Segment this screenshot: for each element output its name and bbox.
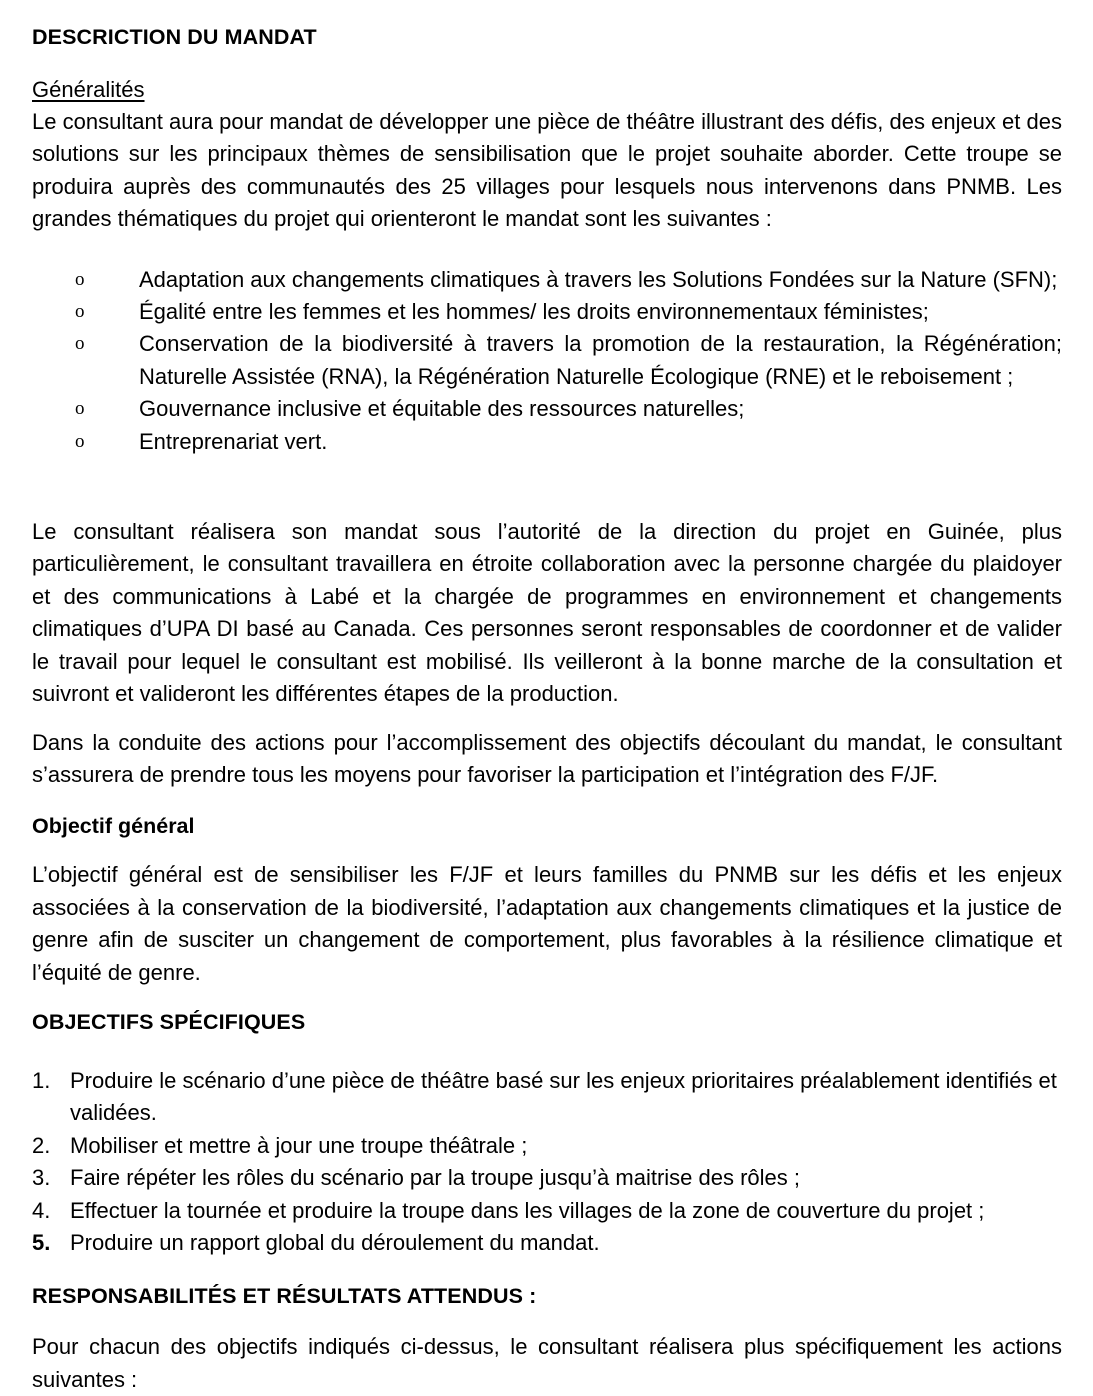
list-item-number: 1. xyxy=(32,1067,51,1093)
list-item-text: Faire répéter les rôles du scénario par la troupe jusqu’à maitrise des rôles ; xyxy=(70,1165,801,1191)
bullet-marker-icon: o xyxy=(75,268,85,290)
list-item xyxy=(32,328,1062,393)
list-item-text: Égalité entre les femmes et les hommes/ les droits environnementaux féministes; xyxy=(139,299,929,325)
subheading-generalites-wrapper xyxy=(32,74,1062,106)
list-item-text: Entreprenariat vert. xyxy=(139,428,328,454)
list-item-number: 4. xyxy=(32,1197,51,1223)
list-item xyxy=(32,1162,1062,1194)
spacer xyxy=(32,236,1062,264)
paragraph-objectif-general: L’objectif général est de sensibiliser les F/JF et leurs familles du PNMB sur les défis et les enjeux associées à la conservation de la biodiversité, l’adaptation aux changements climatiques et la justice de genre afin de susciter un changement de comportement, plus favorables à la résilience climatique et l’équité de genre. xyxy=(32,862,1062,985)
list-item-text: Produire un rapport global du déroulement du mandat. xyxy=(70,1229,600,1255)
list-item-number: 5. xyxy=(32,1229,51,1255)
bullet-marker-icon: o xyxy=(75,398,85,420)
spacer xyxy=(32,711,1062,727)
list-item-text: Adaptation aux changements climatiques à travers les Solutions Fondées sur la Nature (SFN); xyxy=(139,266,1058,292)
subheading-objectif-general: Objectif général xyxy=(32,814,195,839)
list-item-number: 3. xyxy=(32,1165,51,1191)
subheading-generalites: Généralités xyxy=(32,77,145,102)
bullet-marker-icon: o xyxy=(75,430,85,452)
spacer xyxy=(32,52,1062,74)
spacer xyxy=(32,1037,1062,1065)
spacer xyxy=(32,458,1062,516)
spacer xyxy=(32,1311,1062,1331)
list-item-number: 2. xyxy=(32,1132,51,1158)
list-item xyxy=(32,1227,1062,1259)
objectifs-specifiques-numbered-list xyxy=(32,1065,1062,1259)
list-item xyxy=(32,1130,1062,1162)
spacer xyxy=(32,791,1062,811)
thematiques-bullet-list xyxy=(32,264,1062,458)
list-item xyxy=(32,426,1062,458)
spacer xyxy=(32,1259,1062,1281)
paragraph-responsabilites-intro: Pour chacun des objectifs indiqués ci-dessus, le consultant réalisera plus spécifiquement les actions suivantes : xyxy=(32,1334,1062,1392)
list-item-text: Conservation de la biodiversité à travers la promotion de la restauration, la Régénération; Naturelle Assistée (RNA), la Régénération Naturelle Écologique (RNE) et le reboisement ; xyxy=(139,331,1062,389)
bullet-marker-icon: o xyxy=(75,333,85,355)
section-title-description-mandat: DESCRICTION DU MANDAT xyxy=(32,25,317,49)
list-item-text: Effectuer la tournée et produire la troupe dans les villages de la zone de couverture du projet ; xyxy=(70,1197,985,1223)
list-item-text: Produire le scénario d’une pièce de théâtre basé sur les enjeux prioritaires préalablement identifiés et validées. xyxy=(70,1067,1057,1126)
subheading-responsabilites-resultats: RESPONSABILITÉS ET RÉSULTATS ATTENDUS : xyxy=(32,1284,537,1309)
bullet-marker-icon: o xyxy=(75,301,85,323)
list-item xyxy=(32,296,1062,328)
spacer xyxy=(32,841,1062,859)
paragraph-autorite-direction: Le consultant réalisera son mandat sous l’autorité de la direction du projet en Guinée, plus particulièrement, le consultant travaillera en étroite collaboration avec la personne chargée du plaidoyer et des communications à Labé et la chargée de programmes en environnement et changements climatiques d’UPA DI basé au Canada. Ces personnes seront responsables de coordonner et de valider le travail pour lequel le consultant est mobilisé. Ils veilleront à la bonne marche de la consultation et suivront et valideront les différentes étapes de la production. xyxy=(32,519,1062,707)
list-item-text: Mobiliser et mettre à jour une troupe théâtrale ; xyxy=(70,1132,528,1158)
list-item xyxy=(32,264,1062,296)
list-item-text: Gouvernance inclusive et équitable des ressources naturelles; xyxy=(139,396,745,422)
list-item xyxy=(32,1065,1062,1130)
subheading-objectifs-specifiques: OBJECTIFS SPÉCIFIQUES xyxy=(32,1009,306,1034)
list-item xyxy=(32,393,1062,425)
paragraph-participation-fjf: Dans la conduite des actions pour l’accomplissement des objectifs découlant du mandat, le consultant s’assurera de prendre tous les moyens pour favoriser la participation et l’intégration des F/JF. xyxy=(32,729,1062,787)
list-item xyxy=(32,1195,1062,1227)
spacer xyxy=(32,989,1062,1007)
paragraph-generalites-intro: Le consultant aura pour mandat de développer une pièce de théâtre illustrant des défis, des enjeux et des solutions sur les principaux thèmes de sensibilisation que le projet souhaite aborder. Cette troupe se produira auprès des communautés des 25 villages pour lesquels nous intervenons dans PNMB. Les grandes thématiques du projet qui orienteront le mandat sont les suivantes : xyxy=(32,109,1062,232)
document-body xyxy=(32,22,1062,1396)
